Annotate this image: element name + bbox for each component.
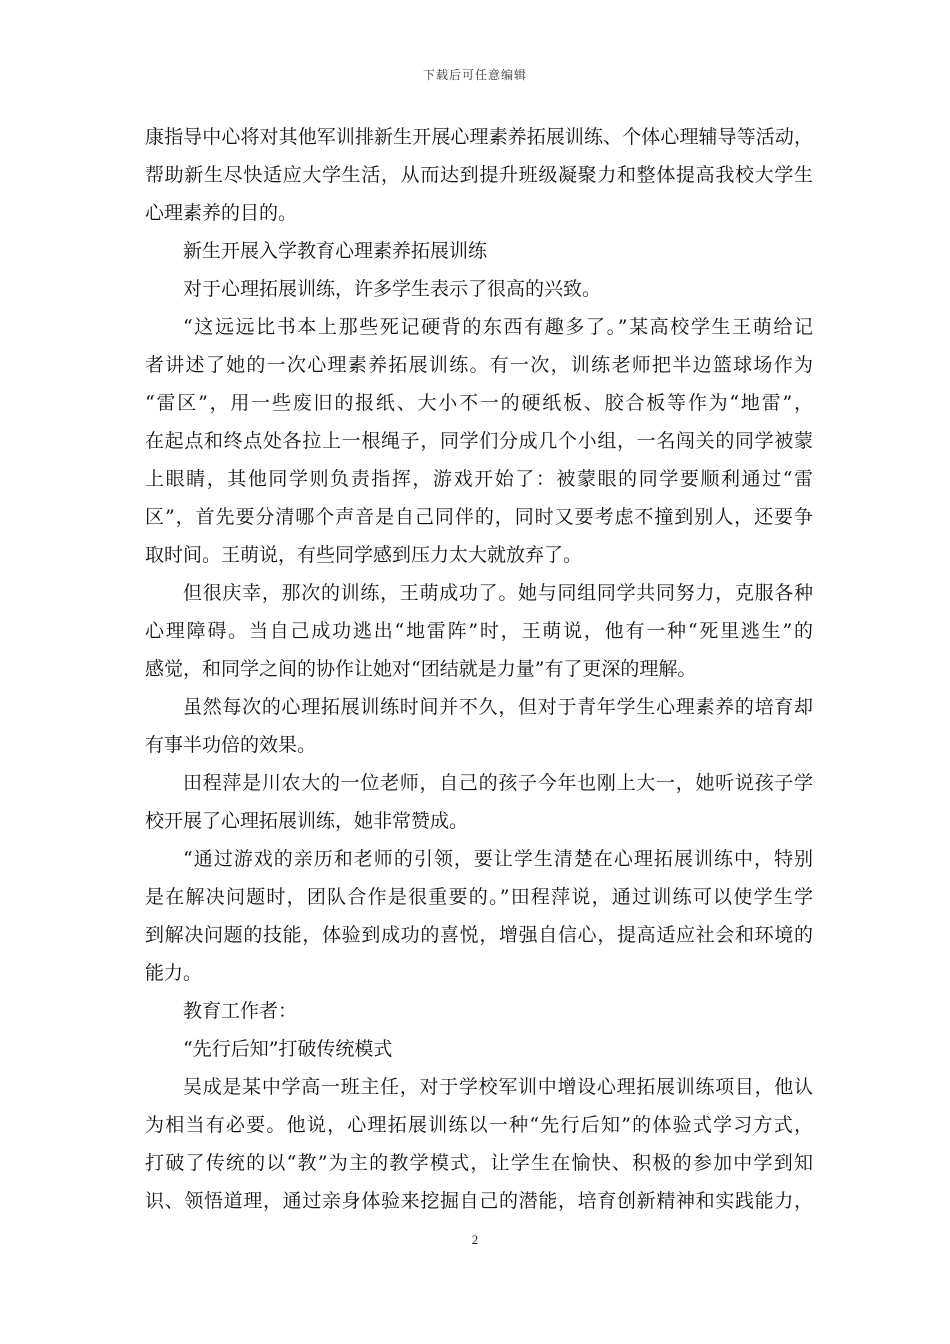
text-line: 感觉，和同学之间的协作让她对“团结就是力量”有了更深的理解。 [145, 658, 697, 680]
text-line: 有事半功倍的效果。 [145, 734, 317, 756]
text-line: “通过游戏的亲历和老师的引领，要让学生清楚在心理拓展训练中，特别 [183, 848, 813, 870]
text-line: 上眼睛，其他同学则负责指挥，游戏开始了：被蒙眼的同学要顺利通过“雷 [145, 468, 813, 490]
text-line: 但很庆幸，那次的训练，王萌成功了。她与同组同学共同努力，克服各种 [183, 582, 813, 604]
document-body [145, 118, 813, 1220]
page-number: 2 [471, 1232, 479, 1247]
text-line: 康指导中心将对其他军训排新生开展心理素养拓展训练、个体心理辅导等活动， [145, 126, 813, 148]
text-line: 区”，首先要分清哪个声音是自己同伴的，同时又要考虑不撞到别人，还要争 [145, 506, 813, 528]
text-line: 田程萍是川农大的一位老师，自己的孩子今年也刚上大一，她听说孩子学 [183, 772, 813, 794]
text-line: 打破了传统的以“教”为主的教学模式，让学生在愉快、积极的参加中学到知 [145, 1152, 813, 1174]
section-heading: “先行后知”打破传统模式 [183, 1038, 393, 1060]
text-line: 校开展了心理拓展训练，她非常赞成。 [145, 810, 469, 832]
text-line: 者讲述了她的一次心理素养拓展训练。有一次，训练老师把半边篮球场作为 [145, 354, 813, 376]
section-heading: 新生开展入学教育心理素养拓展训练 [183, 240, 488, 262]
text-line: 能力。 [145, 962, 203, 984]
text-line: 心理素养的目的。 [145, 202, 298, 224]
text-line: 到解决问题的技能，体验到成功的喜悦，增强自信心，提高适应社会和环境的 [145, 924, 813, 946]
section-heading: 教育工作者： [183, 1000, 298, 1022]
text-line: 是在解决问题时，团队合作是很重要的。”田程萍说，通过训练可以使学生学 [145, 886, 813, 908]
text-line: 为相当有必要。他说，心理拓展训练以一种“先行后知”的体验式学习方式， [145, 1114, 813, 1136]
text-line: 识、领悟道理，通过亲身体验来挖掘自己的潜能，培育创新精神和实践能力， [145, 1190, 813, 1212]
text-line: 吴成是某中学高一班主任，对于学校军训中增设心理拓展训练项目，他认 [183, 1076, 813, 1098]
text-line: 虽然每次的心理拓展训练时间并不久，但对于青年学生心理素养的培育却 [183, 696, 813, 718]
text-line: 心理障碍。当自己成功逃出“地雷阵”时，王萌说，他有一种“死里逃生”的 [145, 620, 813, 642]
text-line: “雷区”，用一些废旧的报纸、大小不一的硬纸板、胶合板等作为“地雷”， [145, 392, 813, 414]
text-line: 对于心理拓展训练，许多学生表示了很高的兴致。 [183, 278, 602, 300]
text-line: “这远远比书本上那些死记硬背的东西有趣多了。”某高校学生王萌给记 [183, 316, 813, 338]
text-line: 取时间。王萌说，有些同学感到压力太大就放弃了。 [145, 544, 583, 566]
page-header: 下载后可任意编辑 [422, 68, 527, 82]
text-line: 在起点和终点处各拉上一根绳子，同学们分成几个小组，一名闯关的同学被蒙 [145, 430, 813, 452]
text-line: 帮助新生尽快适应大学生活，从而达到提升班级凝聚力和整体提高我校大学生 [145, 164, 813, 186]
